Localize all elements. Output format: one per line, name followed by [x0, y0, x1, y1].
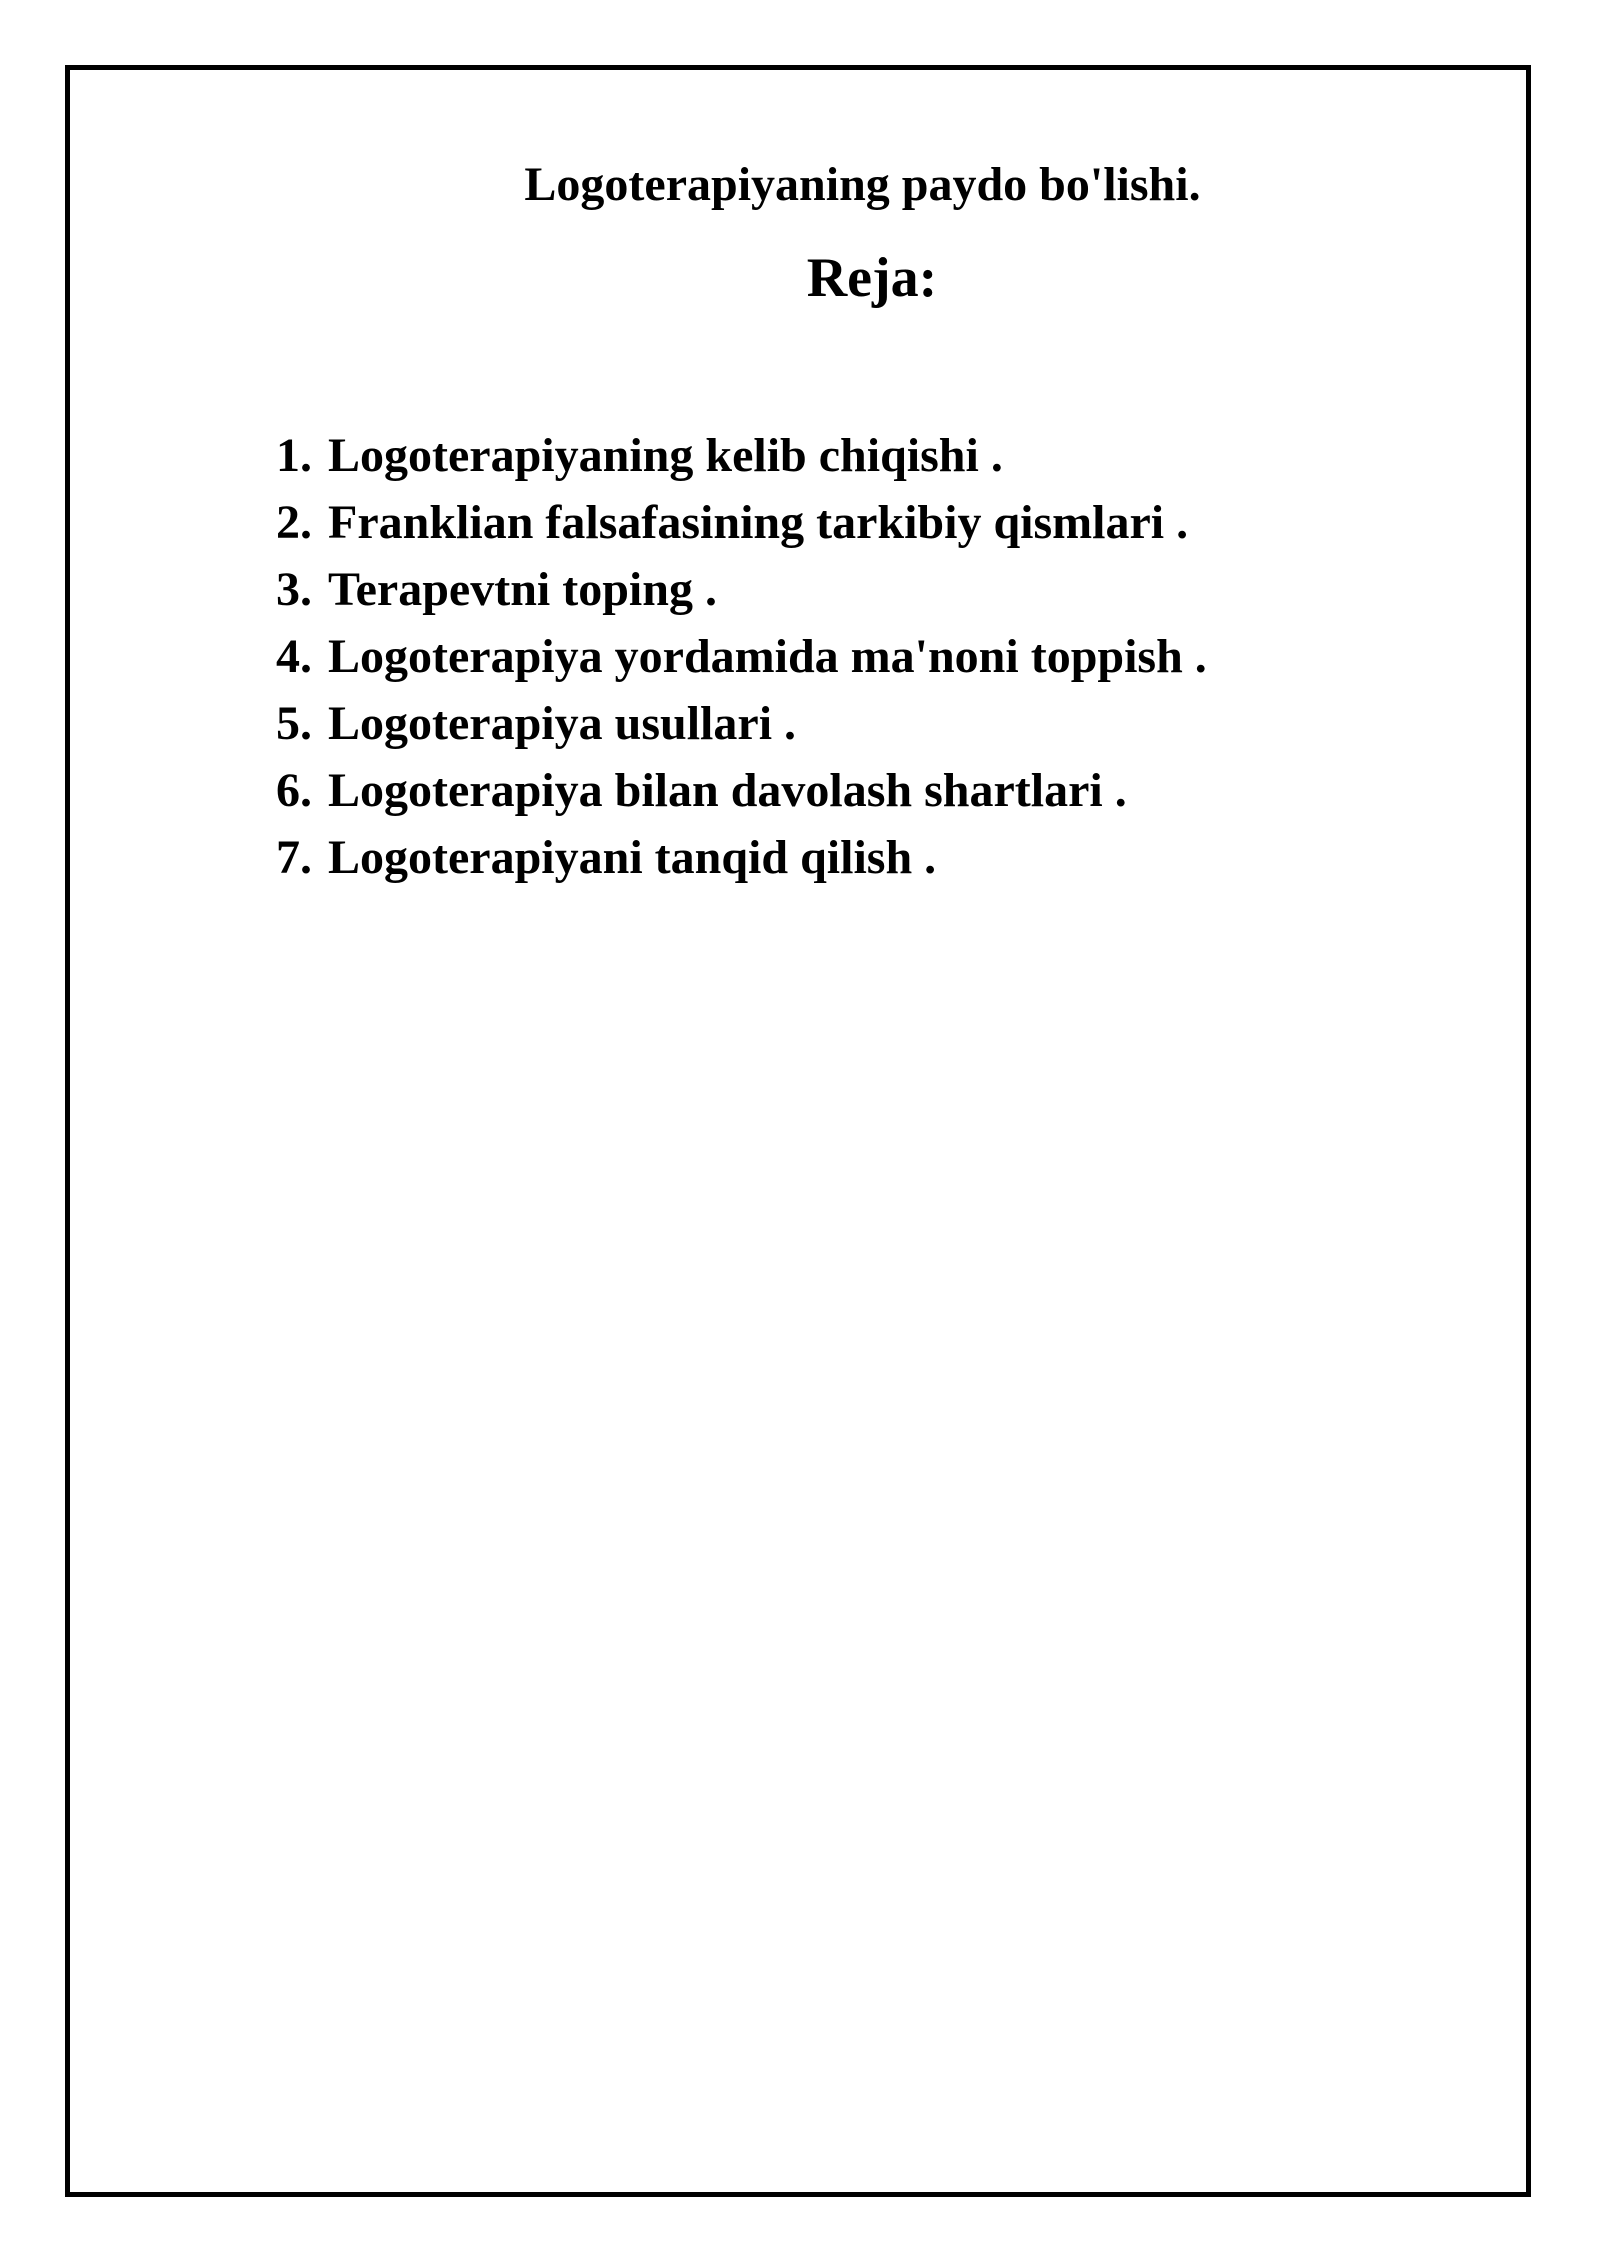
plan-item-5 [276, 690, 1207, 757]
plan-item-7 [276, 824, 1207, 891]
plan-item-number: 4. [276, 630, 312, 683]
plan-item-text: Logoterapiyaning kelib chiqishi . [328, 429, 1003, 482]
plan-item-2 [276, 489, 1207, 556]
plan-item-number: 2. [276, 496, 312, 549]
plan-item-text: Logoterapiya yordamida ma'noni toppish . [328, 630, 1207, 683]
page-title: Logoterapiyaning paydo bo'lishi. [524, 158, 1201, 211]
plan-heading: Reja: [806, 247, 938, 309]
plan-item-4 [276, 623, 1207, 690]
plan-item-3 [276, 556, 1207, 623]
plan-item-number: 5. [276, 697, 312, 750]
plan-item-text: Logoterapiya usullari . [328, 697, 797, 750]
plan-list [276, 422, 1207, 891]
plan-item-number: 3. [276, 563, 312, 616]
plan-item-6 [276, 757, 1207, 824]
plan-item-number: 6. [276, 764, 312, 817]
plan-item-1 [276, 422, 1207, 489]
plan-item-text: Terapevtni toping . [328, 563, 717, 616]
page-border [65, 65, 1531, 2197]
plan-item-text: Logoterapiyani tanqid qilish . [328, 831, 937, 884]
plan-item-number: 7. [276, 831, 312, 884]
plan-item-text: Logoterapiya bilan davolash shartlari . [328, 764, 1127, 817]
plan-item-number: 1. [276, 429, 312, 482]
plan-item-text: Franklian falsafasining tarkibiy qismlari . [328, 496, 1189, 549]
